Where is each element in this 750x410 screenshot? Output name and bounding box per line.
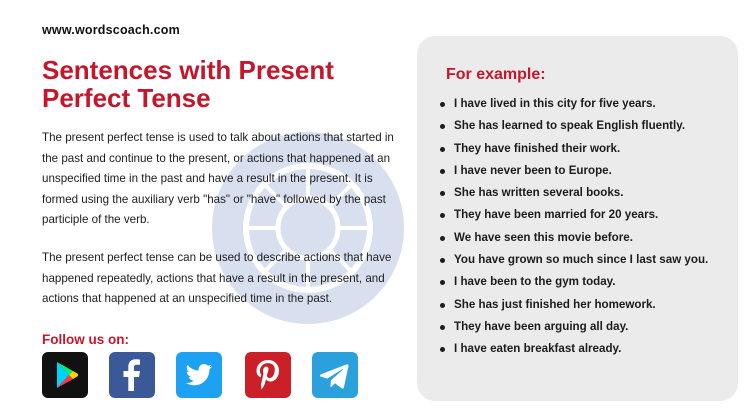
- google-play-icon[interactable]: [42, 352, 88, 398]
- telegram-icon[interactable]: [312, 352, 358, 398]
- twitter-icon[interactable]: [176, 352, 222, 398]
- list-item: I have eaten breakfast already.: [440, 338, 730, 360]
- examples-panel: [417, 36, 738, 401]
- site-url[interactable]: www.wordscoach.com: [42, 23, 180, 37]
- list-item: We have seen this movie before.: [440, 227, 730, 249]
- list-item: She has learned to speak English fluently.: [440, 115, 730, 137]
- list-item: They have been arguing all day.: [440, 316, 730, 338]
- facebook-icon[interactable]: [109, 352, 155, 398]
- list-item: They have been married for 20 years.: [440, 204, 730, 226]
- list-item: They have finished their work.: [440, 138, 730, 160]
- list-item: She has just finished her homework.: [440, 294, 730, 316]
- follow-us-label: Follow us on:: [42, 332, 129, 347]
- intro-paragraph: The present perfect tense is used to talk about actions that started in the past and continue to the present, or actions that happened at an unspecified time in the past and have a result in the present. It is formed using the auxiliary verb "has" or "have" followed by the past participle of the verb.: [42, 131, 394, 226]
- examples-list: [440, 93, 730, 361]
- page-title: Sentences with Present Perfect Tense: [42, 55, 334, 113]
- list-item: I have been to the gym today.: [440, 271, 730, 293]
- list-item: I have lived in this city for five years.: [440, 93, 730, 115]
- pinterest-icon[interactable]: [245, 352, 291, 398]
- list-item: You have grown so much since I last saw you.: [440, 249, 730, 271]
- examples-title: For example:: [446, 66, 546, 83]
- list-item: She has written several books.: [440, 182, 730, 204]
- usage-paragraph: The present perfect tense can be used to describe actions that have happened repeatedly, actions that have a result in the present, and actions that happened at an unspecified time in the past.: [42, 251, 392, 305]
- list-item: I have never been to Europe.: [440, 160, 730, 182]
